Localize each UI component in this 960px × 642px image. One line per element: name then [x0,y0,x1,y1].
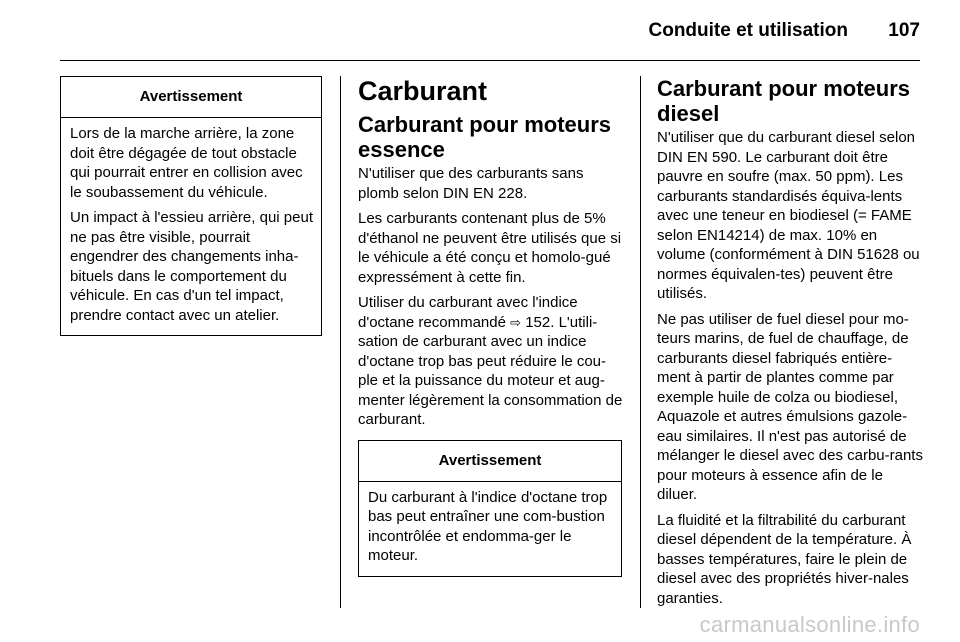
warning-paragraph: Un impact à l'essieu arrière, qui peut ne pas être visible, pourrait engendrer des changements inha-bituels dans le comportement du véhicule. En cas d'un tel impact, prendre contact avec un atelier. [70,209,313,324]
warning-paragraph: Lors de la marche arrière, la zone doit être dégagée de tout obstacle qui pourrait entrer en collision avec le soubassement du véhicule. [70,125,303,201]
warning-paragraph: Du carburant à l'indice d'octane trop bas peut entraîner une com-bustion incontrôlée et endomma-ger le moteur. [368,488,608,564]
paragraph-text: . L'utili-sation de carburant avec un indice d'octane trop bas peut réduire le cou-ple et la puissance du moteur et aug-menter légèrement la consommation de carburant. [358,313,623,428]
warning-title: Avertissement [61,77,321,118]
column-divider-right [640,76,641,608]
paragraph: N'utiliser que du carburant diesel selon DIN EN 590. Le carburant doit être pauvre en soufre (max. 50 ppm). Les carburants standardisés équiva-lents avec une teneur en biodiesel (= FAME selon EN14214) de max. 10% en volume (conformément à DIN 51628 ou normes équivalen-tes) peuvent être utilisés. [657,129,920,302]
warning-title: Avertissement [359,441,621,482]
column-divider-left [340,76,341,608]
watermark: carmanualsonline.info [699,612,920,637]
page-number: 107 [888,20,920,41]
paragraph: N'utiliser que des carburants sans plomb selon DIN EN 228. [358,165,584,202]
header-title: Conduite et utilisation [648,20,848,41]
warning-box-octane [358,440,622,577]
paragraph-text: Utiliser du carburant avec l'indice d'octane recommandé [358,294,578,331]
right-column [657,76,923,614]
subsection-title: Carburant pour moteurs essence [358,112,612,162]
page-reference-icon[interactable]: ⇨ [510,314,522,330]
paragraph: La fluidité et la filtrabilité du carburant diesel dépendent de la température. À basses températures, faire le plein de diesel avec des propriétés hiver-nales garanties. [657,511,912,607]
paragraph: Les carburants contenant plus de 5% d'éthanol ne peuvent être utilisés que si le véhicule a été conçu et homolo-gué expressément à cette fin. [358,210,622,286]
header-rule [60,60,920,61]
warning-body [359,482,621,576]
warning-body [61,118,321,335]
page-header [0,18,960,48]
middle-column [358,76,624,577]
warning-box-reverse [60,76,322,336]
page-reference[interactable]: 152 [525,313,551,331]
section-title: Carburant [358,76,488,106]
paragraph [358,293,624,430]
paragraph: Ne pas utiliser de fuel diesel pour mo-teurs marins, de fuel de chauffage, de carburants diesel fabriqués entière-ment à partir de plantes comme par exemple huile de colza ou biodiesel, Aquazole et autres émulsions gazole-eau similaires. Il n'est pas autorisé de mélanger le diesel avec des carbu-rants pour moteurs à essence afin de le diluer. [657,310,923,503]
left-column [60,76,322,336]
subsection-title: Carburant pour moteurs diesel [657,76,911,126]
